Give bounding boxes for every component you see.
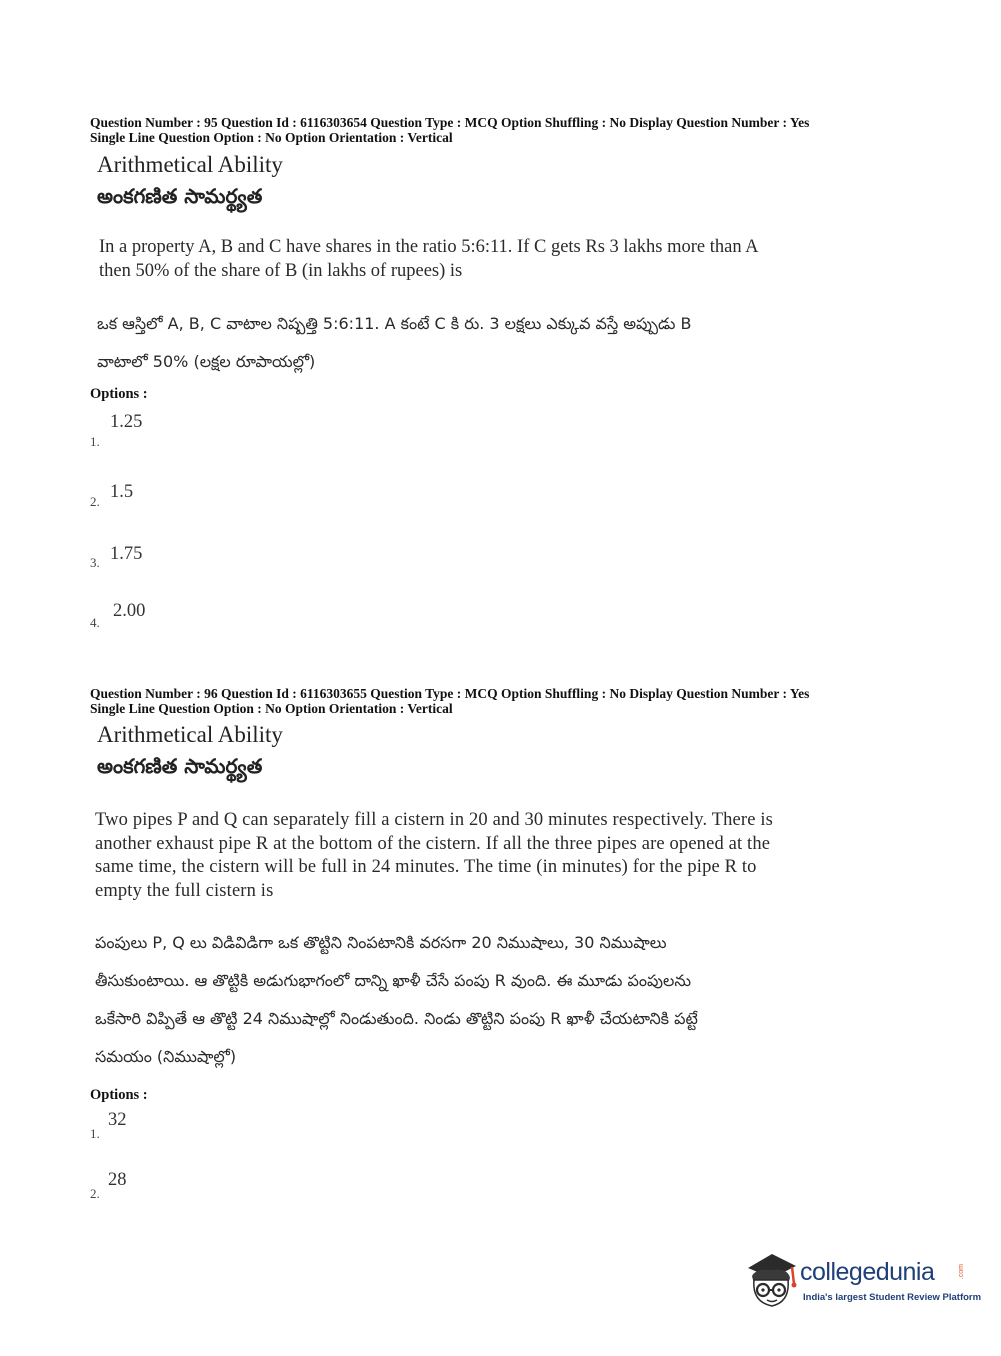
text-line: then 50% of the share of B (in lakhs of rupees) is [99, 261, 463, 281]
option-value[interactable]: 1.25 [110, 412, 143, 432]
option-number: 4. [90, 615, 100, 630]
text-line: empty the full cistern is [95, 880, 274, 901]
question-meta [90, 686, 950, 716]
text-line: పంపులు P, Q లు విడివిడిగా ఒక తొట్టిని నింపటానికి వరసగా 20 నిముషాలు, 30 నిముషాలు [95, 933, 667, 952]
question-text-te [95, 924, 698, 1076]
text-line: తీసుకుంటాయి. ఆ తొట్టికి అడుగుభాగంలో దాన్ని ఖాళీ చేసే పంపు R వుంది. ఈ మూడు పంపులను [95, 971, 692, 990]
text-line: ఒకేసారి విప్పితే ఆ తొట్టి 24 నిముషాల్లో నిండుతుంది. నిండు తొట్టిని పంపు R ఖాళీ చేయటానికి పట్టే [95, 1009, 698, 1028]
meta-line-2: Single Line Question Option : No Option Orientation : Vertical [90, 130, 453, 145]
meta-line-1: Question Number : 95 Question Id : 6116303654 Question Type : MCQ Option Shuffling : No Display Question Number : Yes [90, 115, 810, 130]
options-label: Options : [90, 1087, 148, 1103]
question-text-en [99, 235, 759, 283]
options-label: Options : [90, 386, 148, 402]
text-line: In a property A, B and C have shares in the ratio 5:6:11. If C gets Rs 3 lakhs more than A [99, 237, 759, 257]
question-meta [90, 115, 950, 145]
text-line: సమయం (నిముషాల్లో) [95, 1047, 237, 1066]
text-line: same time, the cistern will be full in 24 minutes. The time (in minutes) for the pipe R to [95, 857, 757, 877]
option-number: 2. [90, 1186, 100, 1201]
logo-domain-suffix: .com [958, 1264, 965, 1280]
option-number: 3. [90, 555, 100, 570]
question-text-te [97, 305, 691, 381]
meta-line-1: Question Number : 96 Question Id : 6116303655 Question Type : MCQ Option Shuffling : No Display Question Number : Yes [90, 686, 810, 701]
text-line: Two pipes P and Q can separately fill a cistern in 20 and 30 minutes respectively. There is [95, 810, 773, 830]
subject-te: అంకగణిత సామర్థ్యత [97, 754, 263, 778]
subject-te: అంకగణిత సామర్థ్యత [97, 184, 263, 208]
option-value[interactable]: 32 [108, 1110, 127, 1130]
option-number: 1. [90, 1126, 100, 1141]
meta-line-2: Single Line Question Option : No Option Orientation : Vertical [90, 701, 453, 716]
student-mascot-icon [742, 1250, 800, 1312]
option-value[interactable]: 1.75 [110, 544, 143, 564]
collegedunia-logo[interactable] [742, 1250, 982, 1312]
option-number: 2. [90, 494, 100, 509]
text-line: ఒక ఆస్తిలో A, B, C వాటాల నిష్పత్తి 5:6:11. A కంటే C కి రు. 3 లక్షలు ఎక్కువ వస్తే అప్పుడు B [97, 314, 692, 333]
question-text-en [95, 809, 773, 903]
option-value[interactable]: 2.00 [113, 601, 146, 621]
option-value[interactable]: 28 [108, 1170, 127, 1190]
logo-tagline: India's largest Student Review Platform [803, 1292, 982, 1303]
text-line: another exhaust pipe R at the bottom of the cistern. If all the three pipes are opened at the [95, 833, 771, 854]
option-number: 1. [90, 434, 100, 449]
subject-en: Arithmetical Ability [97, 152, 283, 177]
subject-en: Arithmetical Ability [97, 722, 283, 747]
text-line: వాటాలో 50% (లక్షల రూపాయల్లో) [97, 352, 316, 371]
logo-wordmark: collegedunia [800, 1258, 935, 1286]
option-value[interactable]: 1.5 [110, 482, 134, 502]
